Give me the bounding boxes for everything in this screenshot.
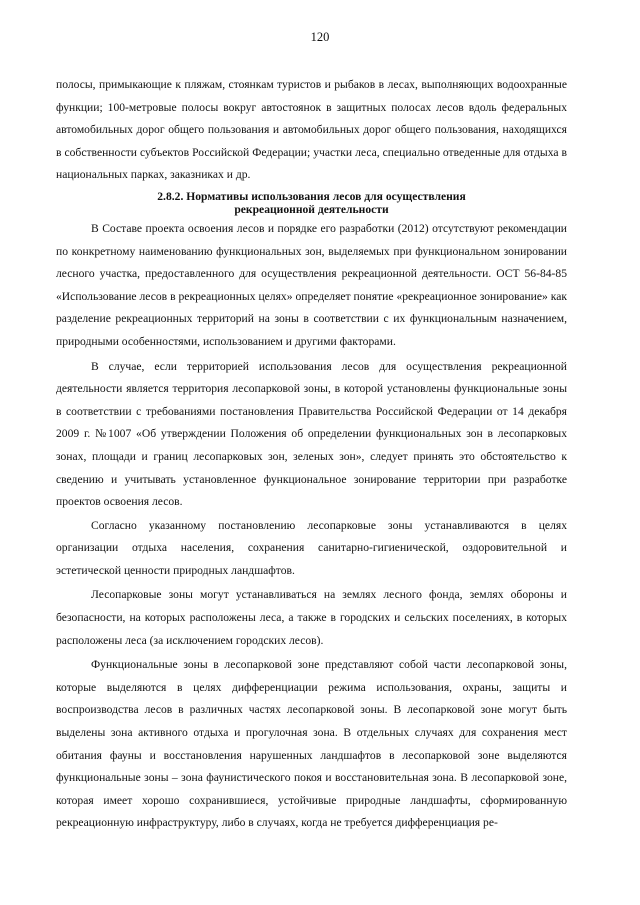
page-body (56, 74, 567, 835)
page-number: 120 (310, 30, 330, 44)
section-heading-line-2: рекреационной деятельности (234, 203, 389, 217)
section-heading-line-1: 2.8.2. Нормативы использования лесов для осуществления (157, 189, 466, 203)
paragraph-3: Согласно указанному постановлению лесопарковые зоны устанавливаются в целях организации отдыха населения, сохранения санитарно-гигиенической, оздоровительной и эстетической ценности природных ландшафтов. (56, 518, 567, 577)
paragraph-5: Функциональные зоны в лесопарковой зоне представляют собой части лесопарковой зоны, которые выделяются в целях дифференциации режима использования, охраны, защиты и воспроизводства лесов в различных частях лесопарковой зоны. В лесопарковой зоне могут быть выделены зона активного отдыха и прогулочная зона. В отдельных случаях для сохранения мест обитания фауны и восстановления нарушенных ландшафтов в лесопарковой зоне выделяются функциональные зоны – зона фаунистического покоя и восстановительная зона. В лесопарковой зоне, которая имеет хорошо сохранившиеся, устойчивые природные ландшафты, сформированную рекреационную инфраструктуру, либо в случаях, когда не требуется дифференциация ре- (56, 658, 567, 830)
paragraph-4: Лесопарковые зоны могут устанавливаться на землях лесного фонда, землях обороны и безопасности, на которых расположены леса, а также в городских и сельских поселениях, в которых расположены леса (за исключением городских лесов). (56, 588, 567, 647)
paragraph-2: В случае, если территорией использования лесов для осуществления рекреационной деятельности является территория лесопарковой зоны, в которой установлены функциональные зоны в соответствии с требованиями постановления Правительства Российской Федерации от 14 декабря 2009 г. №1007 «Об утверждении Положения об определении функциональных зон в лесопарковых зонах, площади и границ лесопарковых зон, зеленых зон», следует принять это обстоятельство к сведению и учитывать установленное функциональное зонирование территории при разработке проектов освоения лесов. (56, 359, 567, 509)
paragraph-1: В Составе проекта освоения лесов и порядке его разработки (2012) отсутствуют рекомендации по конкретному наименованию функциональных зон, выделяемых при функциональном зонировании лесного участка, предоставленного для осуществления рекреационной деятельности. ОСТ 56-84-85 «Использование лесов в рекреационных целях» определяет понятие «рекреационное зонирование» как разделение рекреационных территорий на зоны в соответствии с их функциональным назначением, природными особенностями, использованием и другими факторами. (56, 221, 567, 348)
paragraph-intro: полосы, примыкающие к пляжам, стоянкам туристов и рыбаков в лесах, выполняющих водоохранные функции; 100-метровые полосы вокруг автостоянок в защитных полосах лесов вдоль федеральных автомобильных дорог общего пользования и автомобильных дорог общего пользования, находящихся в собственности субъектов Российской Федерации; участки леса, специально отведенные для отдыха в национальных парках, заказниках и др. (56, 78, 567, 182)
section-heading (56, 190, 567, 217)
